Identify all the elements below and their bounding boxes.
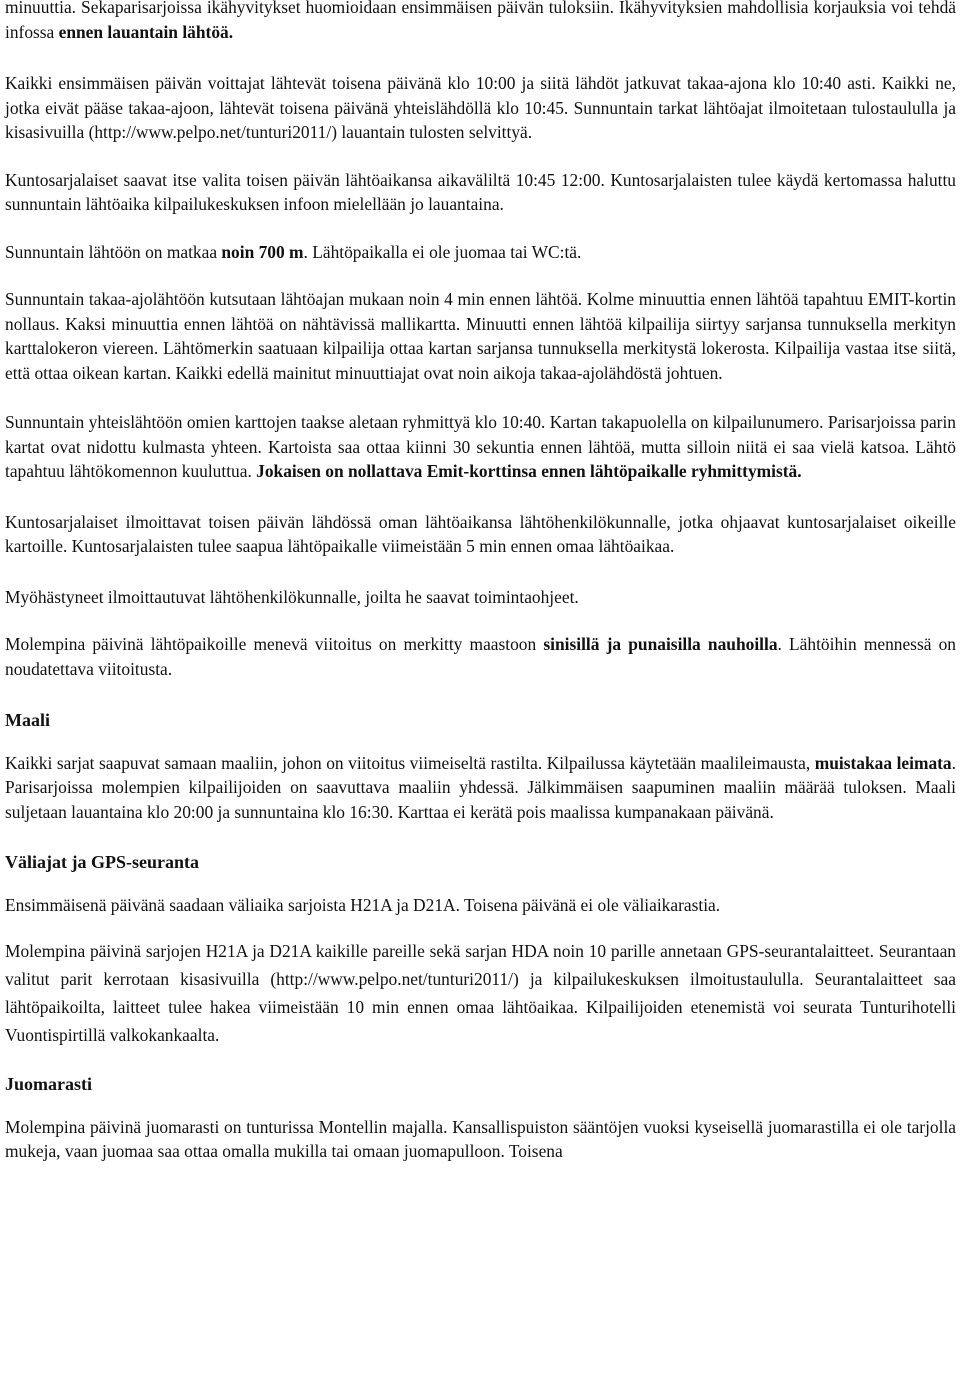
bold-text: sinisillä ja punaisilla nauhoilla [543,634,778,654]
paragraph-chase-start: Sunnuntain takaa-ajolähtöön kutsutaan lähtöajan mukaan noin 4 min ennen lähtöä. Kolme minuuttia ennen lähtöä tapahtuu EMIT-kortin nollaus. Kaksi minuuttia ennen lähtöä on nähtävissä mallikartta. Minuutti ennen lähtöä kilpailija siirtyy sarjansa tunnuksella merkityn karttalokeron viereen. Lähtömerkin saatuaan kilpailija ottaa kartan sarjansa tunnuksella merkitystä lokerosta. Kilpailija vastaa itse siitä, että ottaa oikean kartan. Kaikki edellä mainitut minuuttiajat ovat noin aikoja takaa-ajolähdöstä johtuen. [5,289,956,383]
paragraph-drink-station: Molempina päivinä juomarasti on tunturissa Montellin majalla. Kansallispuiston sääntöjen vuoksi kyseisellä juomarastilla ei ole tarjolla mukeja, vaan juomaa saa ottaa omalla mukilla tai omaan juomapulloon. Toisena [5,1116,956,1161]
text-segment: minuuttia. Sekaparisarjoissa ikähyvitykset huomioidaan ensimmäisen päivän tuloksiin. Ikähyvityksien mahdollisia korjauksia voi tehdä infossa [5,0,956,42]
paragraph-age-handicap [5,0,956,44]
paragraph-finish [5,751,956,825]
heading-finish: Maali [5,710,50,730]
paragraph-gps-tracking: Molempina päivinä sarjojen H21A ja D21A kaikille pareille sekä sarjan HDA noin 10 parille annetaan GPS-seurantalaitteet. Seurantaan valitut parit kerrotaan kisasivuilla (http://www.pelpo.net/tunturi2011/) ja kilpailukeskuksen ilmoitustaululla. Seurantalaitteet saa lähtöpaikoilta, laitteet tulee hakea viimeistään 10 min ennen omaa lähtöaikaa. Kilpailijoiden etenemistä voi seurata Tunturihotelli Vuontispirtillä valkokankaalta. [5,941,956,1045]
bold-text: Jokaisen on nollattava Emit-korttinsa ennen lähtöpaikalle ryhmittymistä. [256,461,802,481]
paragraph-first-day: Kaikki ensimmäisen päivän voittajat lähtevät toisena päivänä klo 10:00 ja siitä lähdöt jatkuvat takaa-ajona klo 10:40 asti. Kaikki ne, jotka eivät pääse takaa-ajoon, lähtevät toisena päivänä yhteislähdöllä klo 10:45. Sunnuntain tarkat lähtöajat ilmoitetaan tulostaululla ja kisasivuilla (http://www.pelpo.net/tunturi2011/) lauantain tulosten selvittyä. [5,73,956,142]
bold-text: noin 700 m [221,241,304,262]
paragraph-start-distance [5,240,956,265]
paragraph-route-marking [5,632,956,681]
text-segment: . Lähtöpaikalla ei ole juomaa tai WC:tä. [303,241,582,262]
text-segment: . Parisarjoissa molempien kilpailijoiden on saavuttava maaliin yhdessä. Jälkimmäisen saapuminen maaliin määrää tuloksen. Maali suljetaan lauantaina klo 20:00 ja sunnuntaina klo 16:30. Karttaa ei kerätä pois maalissa kumpanakaan päivänä. [5,752,956,822]
text-segment: . Lähtöihin mennessä on noudatettava viitoitusta. [5,634,956,679]
paragraph-late-arrivals: Myöhästyneet ilmoittautuvat lähtöhenkilökunnalle, joilta he saavat toimintaohjeet. [5,586,579,607]
paragraph-split-times: Ensimmäisenä päivänä saadaan väliaika sarjoista H21A ja D21A. Toisena päivänä ei ole väliaikarastia. [5,894,721,915]
document-page [5,0,956,1176]
text-segment: Sunnuntain yhteislähtöön omien karttojen taakse aletaan ryhmittyä klo 10:40. Kartan takapuolella on kilpailunumero. Parisarjoissa parin kartat ovat nidottu kulmasta yhteen. Kartoista saa ottaa kiinni 30 sekuntia ennen lähtöä, mutta silloin niitä ei saa vielä katsoa. Lähtö tapahtuu lähtökomennon kuuluttua. [5,412,956,481]
heading-split-times-gps: Väliajat ja GPS-seuranta [5,852,199,872]
paragraph-leisure-start-time: Kuntosarjalaiset saavat itse valita toisen päivän lähtöaikansa aikaväliltä 10:45 12:00. Kuntosarjalaisten tulee käydä kertomassa haluttu sunnuntain lähtöaika kilpailukeskuksen infoon mielellään jo lauantaina. [5,169,956,214]
text-segment: Sunnuntain lähtöön on matkaa [5,241,222,262]
text-segment: Molempina päivinä lähtöpaikoille menevä viitoitus on merkitty maastoon [5,634,544,654]
bold-text: muistakaa leimata [814,752,952,773]
text-segment: Kaikki sarjat saapuvat samaan maaliin, johon on viitoitus viimeiseltä rastilta. Kilpailussa käytetään maalileimausta, [5,752,815,773]
paragraph-leisure-start: Kuntosarjalaiset ilmoittavat toisen päivän lähdössä oman lähtöaikansa lähtöhenkilökunnalle, jotka ohjaavat kuntosarjalaiset oikeille kartoille. Kuntosarjalaisten tulee saapua lähtöpaikalle viimeistään 5 min ennen omaa lähtöaikaa. [5,511,956,556]
heading-drink-station: Juomarasti [5,1074,92,1094]
bold-text: ennen lauantain lähtöä. [58,21,234,42]
paragraph-mass-start [5,410,956,484]
